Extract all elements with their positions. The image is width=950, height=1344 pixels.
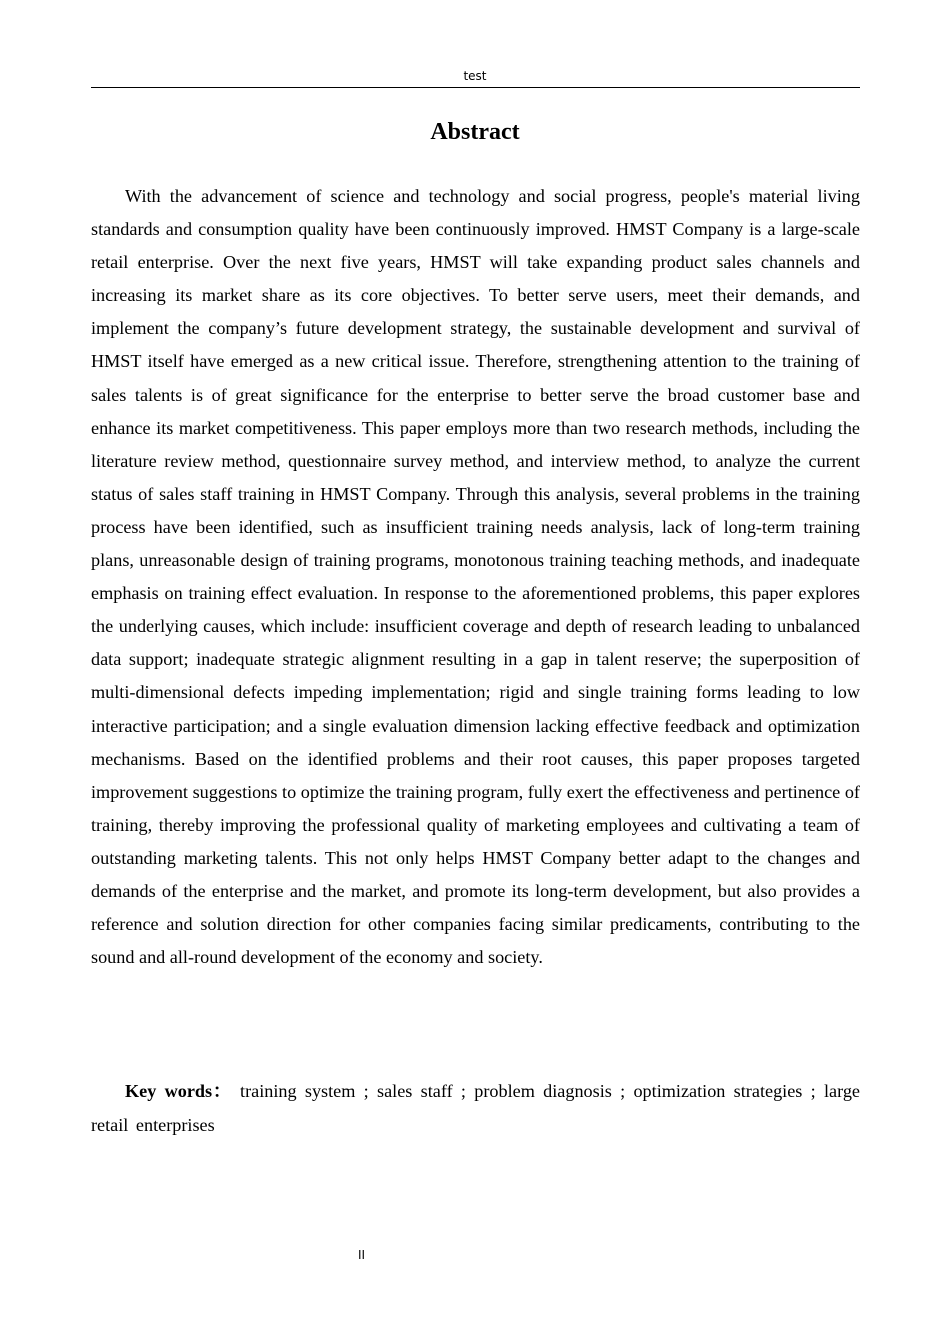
keywords-list: training system ; sales staff ; problem diagnosis ; optimization strategies ; large retail enterprises [91, 1081, 860, 1135]
running-header: test [463, 69, 487, 83]
abstract-paragraph: With the advancement of science and technology and social progress, people's material living standards and consumption quality have been continuously improved. HMST Company is a large-scale retail enterprise. Over the next five years, HMST will take expanding product sales channels and increasing its market share as its core objectives. To better serve users, meet their demands, and implement the company’s future development strategy, the sustainable development and survival of HMST itself have emerged as a new critical issue. Therefore, strengthening attention to the training of sales talents is of great significance for the enterprise to better serve the broad customer base and enhance its market competitiveness. This paper employs more than two research methods, including the literature review method, questionnaire survey method, and interview method, to analyze the current status of sales staff training in HMST Company. Through this analysis, several problems in the training process have been identified, such as insufficient training needs analysis, lack of long-term training plans, unreasonable design of training programs, monotonous training teaching methods, and inadequate emphasis on training effect evaluation. In response to the aforementioned problems, this paper explores the underlying causes, which include: insufficient coverage and depth of research leading to unbalanced data support; inadequate strategic alignment resulting in a gap in talent reserve; the superposition of multi-dimensional defects impeding implementation; rigid and single training forms leading to low interactive participation; and a single evaluation dimension lacking effective feedback and optimization mechanisms. Based on the identified problems and their root causes, this paper proposes targeted improvement suggestions to optimize the training program, fully exert the effectiveness and pertinence of training, thereby improving the professional quality of marketing employees and cultivating a team of outstanding marketing talents. This not only helps HMST Company better adapt to the changes and demands of the enterprise and the market, and promote its long-term development, but also provides a reference and solution direction for other companies facing similar predicaments, contributing to the sound and all-round development of the economy and society. [91, 186, 860, 968]
keywords-label: Key words： [125, 1081, 232, 1101]
keywords-paragraph [91, 1074, 860, 1142]
section-title: Abstract [430, 119, 520, 145]
header-divider [91, 87, 860, 88]
page-number: II [358, 1248, 366, 1262]
